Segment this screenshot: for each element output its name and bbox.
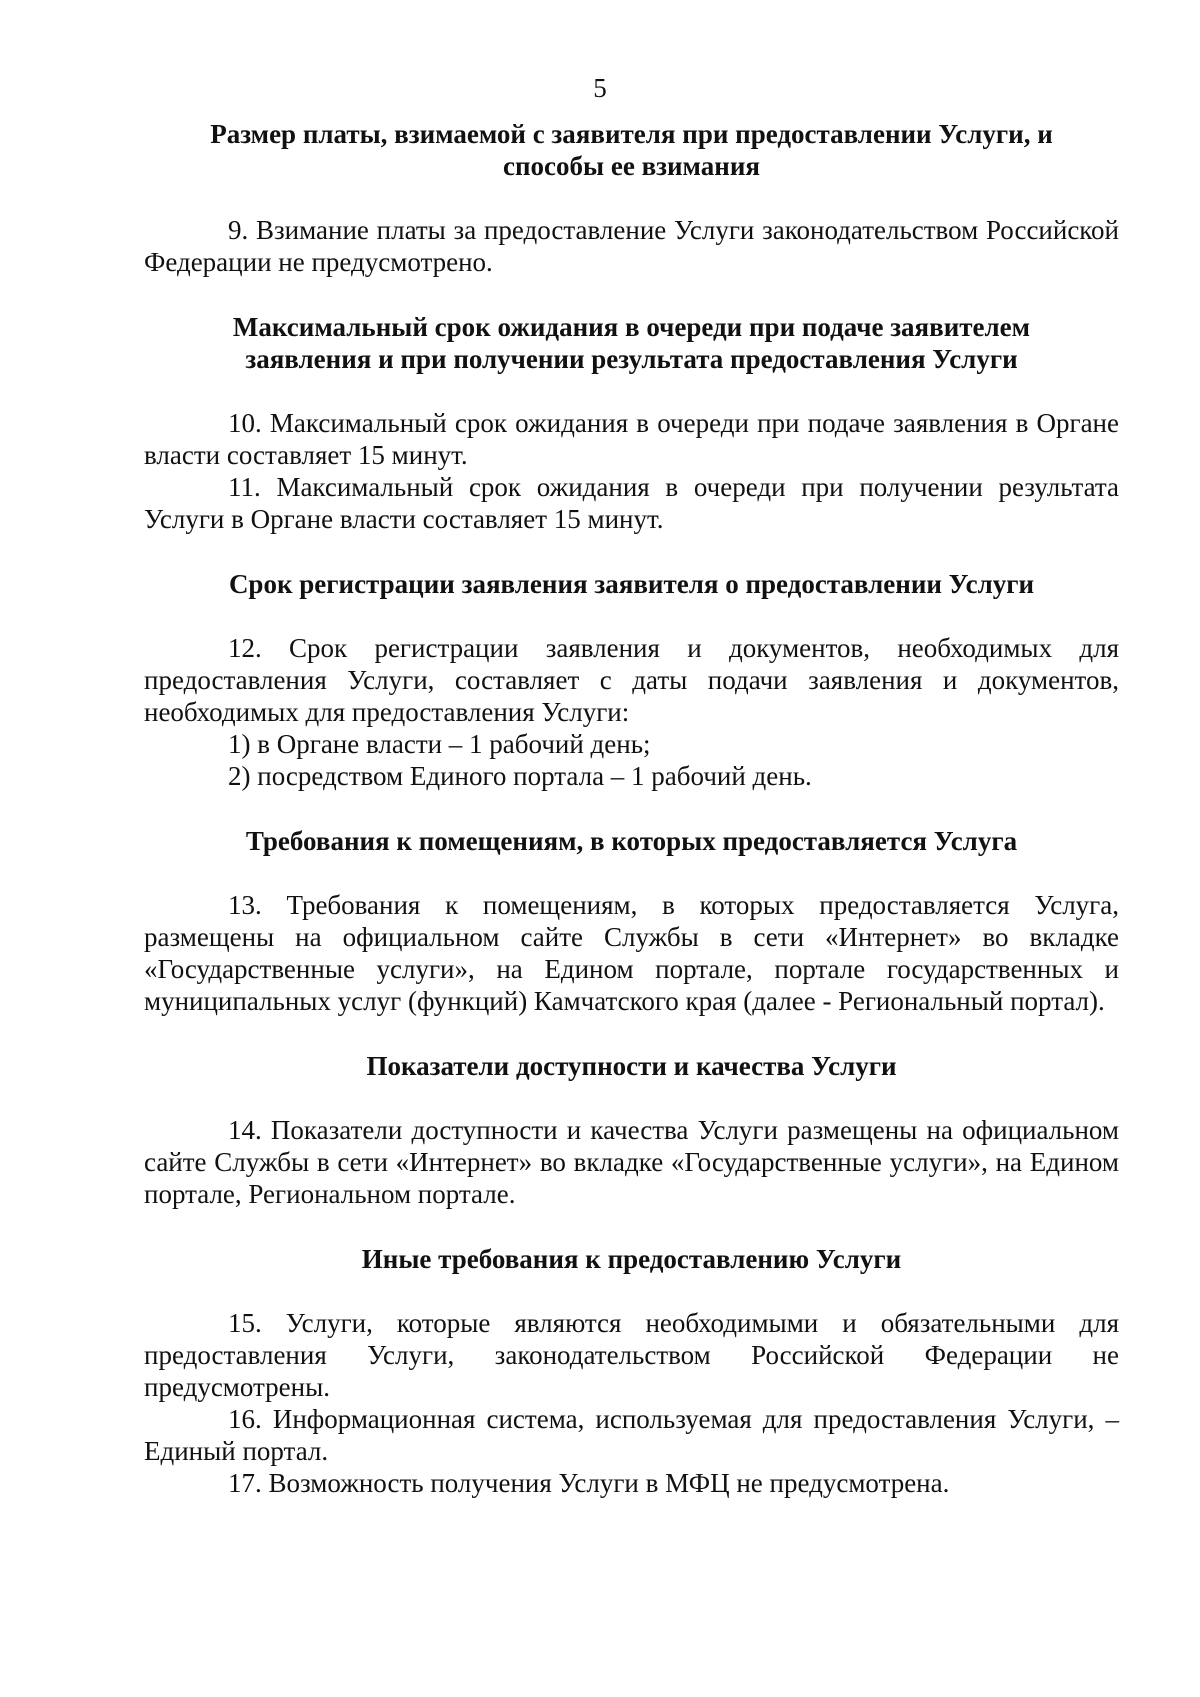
heading-line: способы ее взимания	[503, 151, 760, 181]
section-fee	[144, 118, 1119, 278]
section-heading	[144, 825, 1119, 857]
heading-line: Размер платы, взимаемой с заявителя при предоставлении Услуги, и	[210, 119, 1053, 149]
list-item-2: 2) посредством Единого портала – 1 рабочий день.	[228, 761, 812, 791]
list-item-1: 1) в Органе власти – 1 рабочий день;	[228, 729, 651, 759]
document-body	[144, 118, 1119, 1499]
section-other-requirements	[144, 1243, 1119, 1499]
section-heading	[144, 311, 1119, 375]
page-number: 5	[593, 73, 607, 103]
heading-line: Срок регистрации заявления заявителя о предоставлении Услуги	[228, 569, 1035, 599]
paragraph-10: 10. Максимальный срок ожидания в очереди при подаче заявления в Органе власти составляет 15 минут.	[144, 408, 1119, 470]
section-heading	[144, 568, 1119, 600]
heading-line: Иные требования к предоставлению Услуги	[361, 1244, 902, 1274]
paragraph-9: 9. Взимание платы за предоставление Услуги законодательством Российской Федерации не предусмотрено.	[144, 215, 1119, 277]
paragraph-15: 15. Услуги, которые являются необходимыми и обязательными для предоставления Услуги, законодательством Российской Федерации не предусмотрены.	[144, 1308, 1119, 1402]
section-registration-term	[144, 568, 1119, 792]
heading-line: заявления и при получении результата предоставления Услуги	[245, 344, 1018, 374]
paragraph-17: 17. Возможность получения Услуги в МФЦ не предусмотрена.	[228, 1468, 950, 1498]
paragraph-16: 16. Информационная система, используемая для предоставления Услуги, – Единый портал.	[144, 1404, 1119, 1466]
section-premises-requirements	[144, 825, 1119, 1017]
section-heading	[144, 1050, 1119, 1082]
heading-line: Максимальный срок ожидания в очереди при подаче заявителем	[232, 312, 1031, 342]
section-heading	[144, 118, 1119, 182]
paragraph-13: 13. Требования к помещениям, в которых предоставляется Услуга, размещены на официальном сайте Службы в сети «Интернет» во вкладке «Государственные услуги», на Едином портале, портале государственных и муниципальных услуг (функций) Камчатского края (далее - Региональный портал).	[144, 890, 1119, 1016]
paragraph-12: 12. Срок регистрации заявления и документов, необходимых для предоставления Услуги, составляет с даты подачи заявления и документов, необходимых для предоставления Услуги:	[144, 633, 1119, 727]
section-queue-time	[144, 311, 1119, 535]
paragraph-11: 11. Максимальный срок ожидания в очереди при получении результата Услуги в Органе власти составляет 15 минут.	[144, 472, 1119, 534]
section-heading	[144, 1243, 1119, 1275]
heading-line: Показатели доступности и качества Услуги	[366, 1051, 897, 1081]
section-accessibility-quality	[144, 1050, 1119, 1210]
heading-line: Требования к помещениям, в которых предоставляется Услуга	[245, 826, 1018, 856]
paragraph-14: 14. Показатели доступности и качества Услуги размещены на официальном сайте Службы в сети «Интернет» во вкладке «Государственные услуги», на Едином портале, Региональном портале.	[144, 1115, 1119, 1209]
